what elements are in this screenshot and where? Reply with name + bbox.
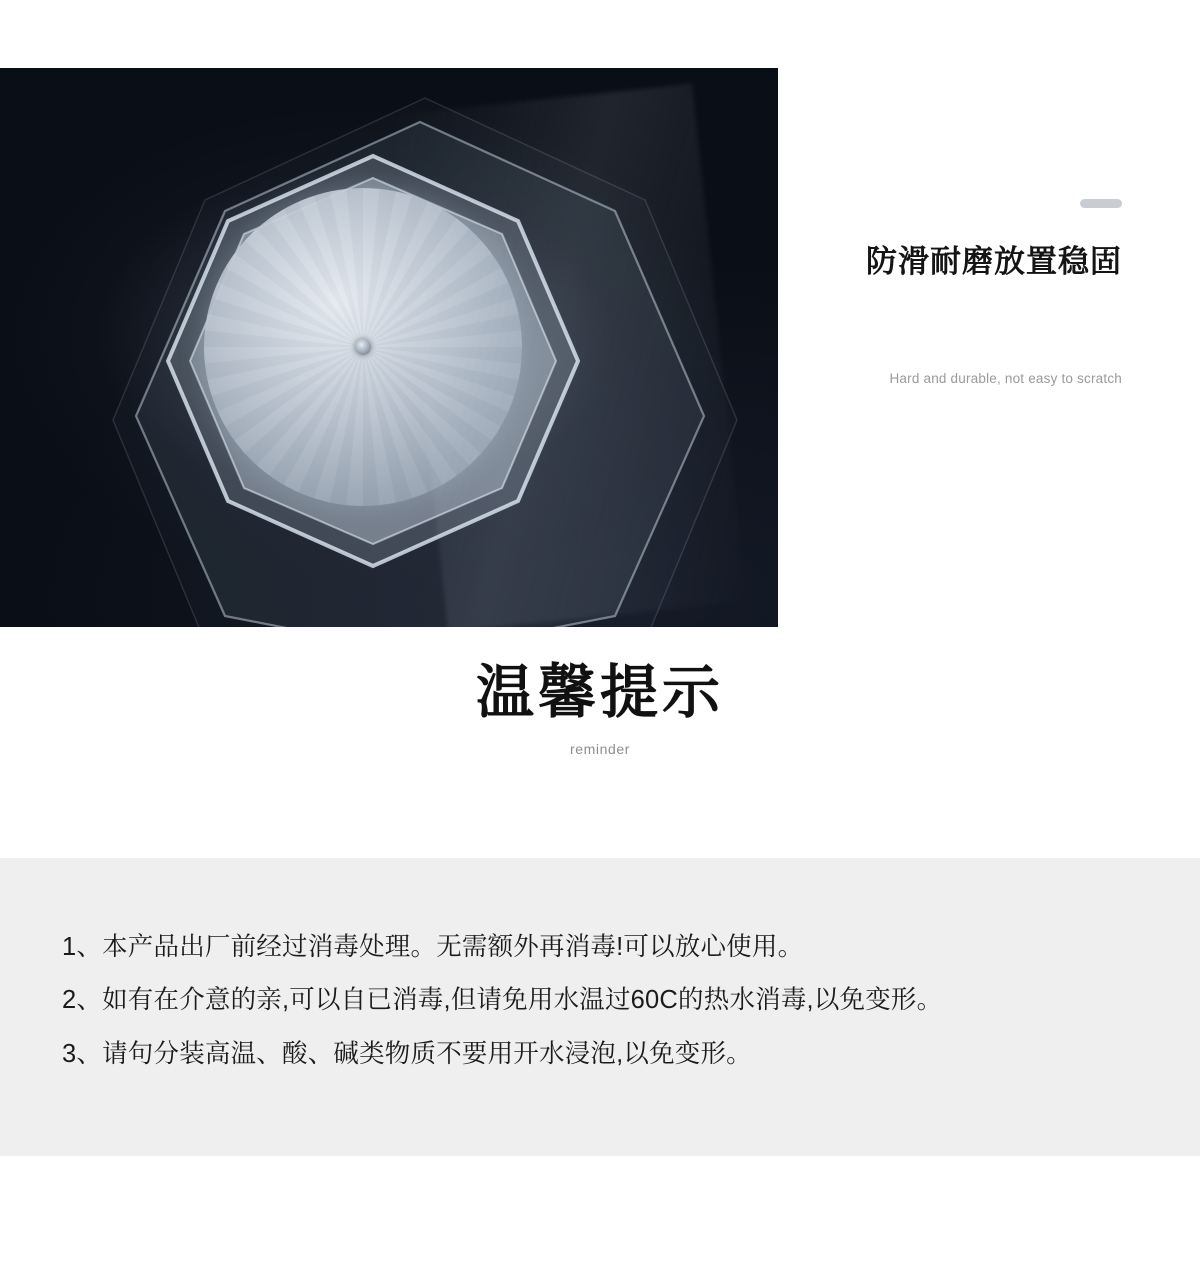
dash-mark-icon [1080, 199, 1122, 208]
hero-title: 防滑耐磨放置稳固 [866, 244, 1122, 279]
product-photo [0, 68, 778, 627]
reminder-title: 温馨提示 [475, 660, 724, 725]
photo-glare [394, 84, 747, 627]
note-number: 2、 [62, 986, 103, 1015]
note-text: 如有在介意的亲,可以自已消毒,但请免用水温过60C的热水消毒,以免变形。 [102, 986, 943, 1015]
note-text: 请句分装高温、酸、碱类物质不要用开水浸泡,以免变形。 [102, 1039, 752, 1068]
list-item [62, 983, 1170, 1017]
reminder-heading-block [0, 660, 1200, 757]
list-item [62, 930, 1170, 964]
hero-subtitle-en: Hard and durable, not easy to scratch [889, 371, 1122, 386]
note-number: 3、 [62, 1039, 103, 1068]
note-text: 本产品出厂前经过消毒处理。无需额外再消毒!可以放心使用。 [102, 933, 804, 961]
base-center-dot-icon [355, 339, 371, 355]
notes-panel [0, 858, 1200, 1156]
hero-text-block [790, 68, 1170, 627]
list-item [62, 1037, 1170, 1071]
reminder-subtitle-en: reminder [569, 740, 631, 757]
note-number: 1、 [62, 933, 103, 961]
notes-list [62, 930, 1170, 1090]
hero-section [0, 0, 1200, 627]
